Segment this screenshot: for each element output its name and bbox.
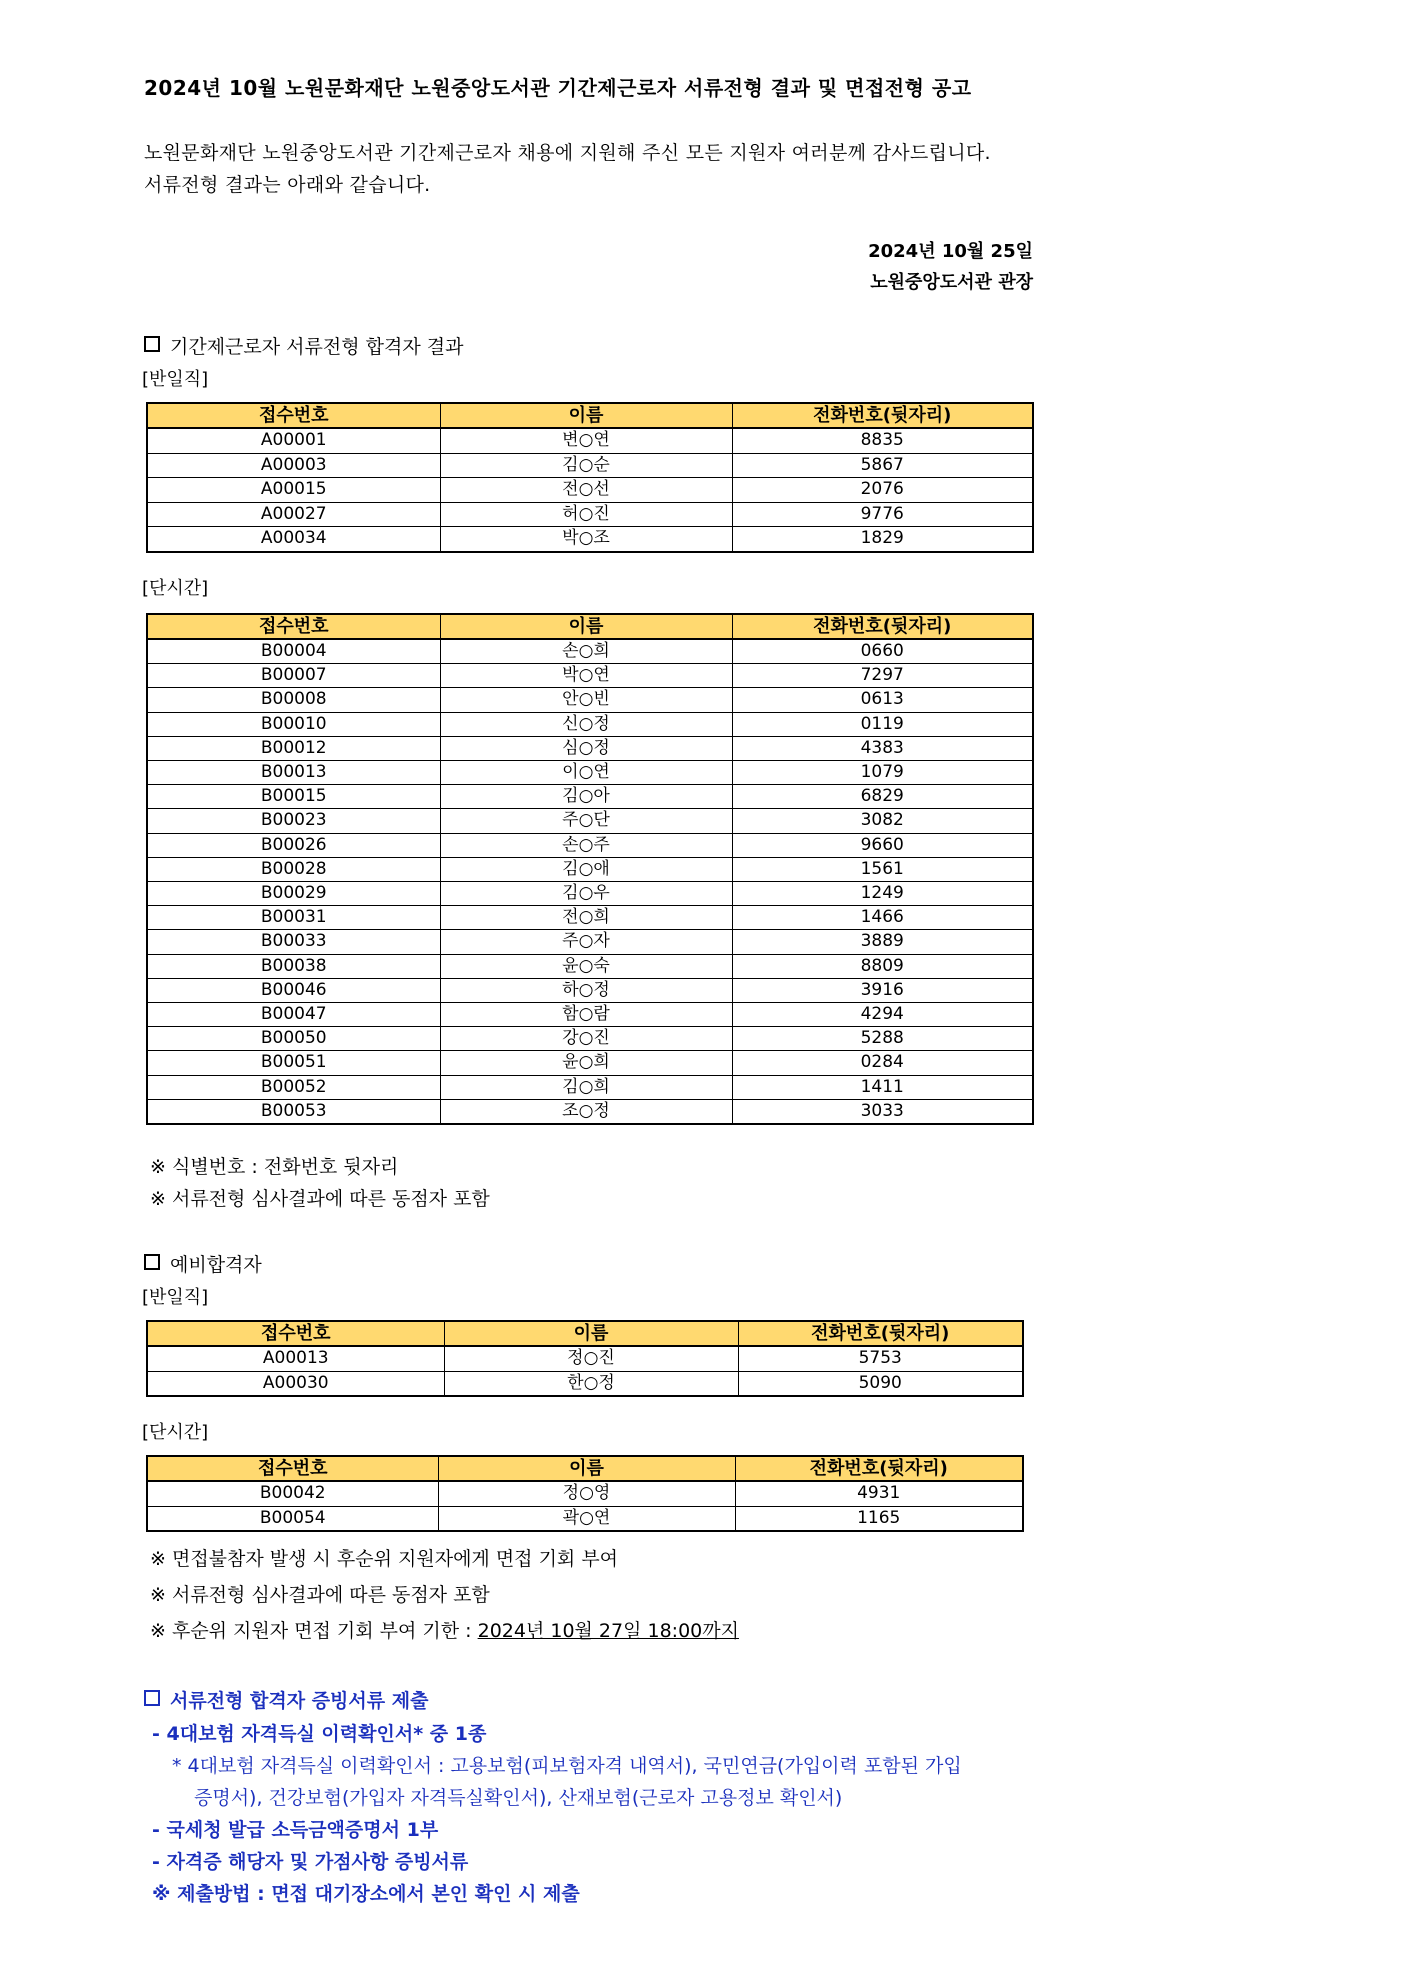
name-cell: 함○람: [440, 1003, 732, 1027]
name-cell: 심○정: [440, 736, 732, 760]
docs-item-2: - 국세청 발급 소득금액증명서 1부: [152, 1819, 439, 1841]
reserve-fulltime-label: [반일직]: [142, 1287, 209, 1308]
phone-suffix-cell: 5090: [738, 1371, 1023, 1396]
table-row: [147, 664, 1033, 688]
name-cell: 조○정: [440, 1099, 732, 1124]
name-cell: 손○주: [440, 833, 732, 857]
name-cell: 안○빈: [440, 688, 732, 712]
announcement-date: 2024년 10월 25일: [868, 241, 1033, 262]
pass-fulltime-label: [반일직]: [142, 369, 209, 390]
receipt-number-cell: B00054: [147, 1506, 438, 1531]
phone-suffix-cell: 1249: [732, 882, 1033, 906]
table-row: [147, 453, 1033, 478]
name-cell: 하○정: [440, 978, 732, 1002]
phone-suffix-cell: 4931: [735, 1481, 1023, 1506]
receipt-number-cell: B00053: [147, 1099, 440, 1124]
receipt-number-cell: B00023: [147, 809, 440, 833]
docs-item-1: - 4대보험 자격득실 이력확인서* 중 1종: [152, 1723, 487, 1745]
column-header: 전화번호(뒷자리): [732, 403, 1033, 428]
receipt-number-cell: A00027: [147, 502, 440, 527]
reserve-parttime-table: [146, 1455, 1024, 1532]
table-row: [147, 736, 1033, 760]
table-row: [147, 1346, 1023, 1371]
phone-suffix-cell: 1561: [732, 857, 1033, 881]
table-row: [147, 882, 1033, 906]
docs-section-heading: 서류전형 합격자 증빙서류 제출: [144, 1686, 428, 1713]
name-cell: 김○애: [440, 857, 732, 881]
reserve-parttime-label: [단시간]: [142, 1422, 209, 1443]
pass-fulltime-table: [146, 402, 1034, 553]
phone-suffix-cell: 5753: [738, 1346, 1023, 1371]
table-row: [147, 527, 1033, 552]
phone-suffix-cell: 0119: [732, 712, 1033, 736]
pass-parttime-label: [단시간]: [142, 578, 209, 599]
receipt-number-cell: A00013: [147, 1346, 444, 1371]
receipt-number-cell: B00004: [147, 639, 440, 664]
receipt-number-cell: B00028: [147, 857, 440, 881]
table-row: [147, 930, 1033, 954]
table-row: [147, 1027, 1033, 1051]
table-row: [147, 1051, 1033, 1075]
receipt-number-cell: B00042: [147, 1481, 438, 1506]
table-row: [147, 809, 1033, 833]
receipt-number-cell: A00034: [147, 527, 440, 552]
receipt-number-cell: B00010: [147, 712, 440, 736]
table-row: [147, 688, 1033, 712]
receipt-number-cell: B00033: [147, 930, 440, 954]
docs-item-1-detail-1: * 4대보험 자격득실 이력확인서 : 고용보험(피보험자격 내역서), 국민연금(가입이력 포함된 가입: [172, 1755, 962, 1777]
table-row: [147, 428, 1033, 453]
phone-suffix-cell: 3033: [732, 1099, 1033, 1124]
receipt-number-cell: B00031: [147, 906, 440, 930]
receipt-number-cell: A00001: [147, 428, 440, 453]
column-header: 이름: [444, 1321, 738, 1346]
column-header: 이름: [440, 403, 732, 428]
issuer: 노원중앙도서관 관장: [870, 272, 1033, 293]
table-row: [147, 639, 1033, 664]
receipt-number-cell: B00046: [147, 978, 440, 1002]
phone-suffix-cell: 4383: [732, 736, 1033, 760]
name-cell: 전○희: [440, 906, 732, 930]
table-row: [147, 833, 1033, 857]
phone-suffix-cell: 8835: [732, 428, 1033, 453]
name-cell: 이○연: [440, 761, 732, 785]
receipt-number-cell: A00015: [147, 478, 440, 503]
name-cell: 윤○숙: [440, 954, 732, 978]
table-row: [147, 978, 1033, 1002]
column-header: 전화번호(뒷자리): [732, 614, 1033, 639]
table-row: [147, 478, 1033, 503]
receipt-number-cell: B00047: [147, 1003, 440, 1027]
name-cell: 김○순: [440, 453, 732, 478]
name-cell: 정○진: [444, 1346, 738, 1371]
reserve-section-heading: 예비합격자: [144, 1250, 262, 1277]
column-header: 접수번호: [147, 1321, 444, 1346]
name-cell: 정○영: [438, 1481, 735, 1506]
docs-item-1-detail-2: 증명서), 건강보험(가입자 자격득실확인서), 산재보험(근로자 고용정보 확인서): [194, 1787, 843, 1809]
pass-note-2: ※ 서류전형 심사결과에 따른 동점자 포함: [150, 1188, 490, 1210]
name-cell: 허○진: [440, 502, 732, 527]
receipt-number-cell: A00030: [147, 1371, 444, 1396]
table-row: [147, 1003, 1033, 1027]
table-row: [147, 1371, 1023, 1396]
phone-suffix-cell: 5288: [732, 1027, 1033, 1051]
table-row: [147, 906, 1033, 930]
receipt-number-cell: A00003: [147, 453, 440, 478]
table-row: [147, 954, 1033, 978]
column-header: 접수번호: [147, 403, 440, 428]
receipt-number-cell: B00013: [147, 761, 440, 785]
receipt-number-cell: B00008: [147, 688, 440, 712]
phone-suffix-cell: 2076: [732, 478, 1033, 503]
table-row: [147, 785, 1033, 809]
phone-suffix-cell: 6829: [732, 785, 1033, 809]
name-cell: 박○조: [440, 527, 732, 552]
reserve-note-1: ※ 면접불참자 발생 시 후순위 지원자에게 면접 기회 부여: [150, 1548, 619, 1570]
column-header: 접수번호: [147, 1456, 438, 1481]
name-cell: 김○희: [440, 1075, 732, 1099]
phone-suffix-cell: 3889: [732, 930, 1033, 954]
receipt-number-cell: B00012: [147, 736, 440, 760]
pass-note-1: ※ 식별번호 : 전화번호 뒷자리: [150, 1156, 399, 1178]
phone-suffix-cell: 0284: [732, 1051, 1033, 1075]
name-cell: 김○아: [440, 785, 732, 809]
phone-suffix-cell: 3916: [732, 978, 1033, 1002]
name-cell: 주○단: [440, 809, 732, 833]
phone-suffix-cell: 9660: [732, 833, 1033, 857]
phone-suffix-cell: 0660: [732, 639, 1033, 664]
receipt-number-cell: B00029: [147, 882, 440, 906]
column-header: 이름: [440, 614, 732, 639]
column-header: 접수번호: [147, 614, 440, 639]
checkbox-square-icon: [144, 1254, 160, 1270]
name-cell: 전○선: [440, 478, 732, 503]
intro-line-1: 노원문화재단 노원중앙도서관 기간제근로자 채용에 지원해 주신 모든 지원자 여러분께 감사드립니다.: [144, 142, 991, 164]
phone-suffix-cell: 5867: [732, 453, 1033, 478]
pass-section-heading: 기간제근로자 서류전형 합격자 결과: [144, 332, 463, 359]
name-cell: 변○연: [440, 428, 732, 453]
phone-suffix-cell: 1165: [735, 1506, 1023, 1531]
receipt-number-cell: B00015: [147, 785, 440, 809]
phone-suffix-cell: 7297: [732, 664, 1033, 688]
column-header: 이름: [438, 1456, 735, 1481]
column-header: 전화번호(뒷자리): [738, 1321, 1023, 1346]
phone-suffix-cell: 8809: [732, 954, 1033, 978]
table-row: [147, 1506, 1023, 1531]
pass-parttime-table: [146, 613, 1034, 1125]
phone-suffix-cell: 0613: [732, 688, 1033, 712]
phone-suffix-cell: 4294: [732, 1003, 1033, 1027]
table-row: [147, 712, 1033, 736]
table-row: [147, 857, 1033, 881]
reserve-note-2: ※ 서류전형 심사결과에 따른 동점자 포함: [150, 1584, 490, 1606]
receipt-number-cell: B00052: [147, 1075, 440, 1099]
docs-submit-method: ※ 제출방법 : 면접 대기장소에서 본인 확인 시 제출: [152, 1883, 580, 1905]
page-title: 2024년 10월 노원문화재단 노원중앙도서관 기간제근로자 서류전형 결과 및 면접전형 공고: [144, 76, 972, 100]
name-cell: 김○우: [440, 882, 732, 906]
name-cell: 강○진: [440, 1027, 732, 1051]
phone-suffix-cell: 1079: [732, 761, 1033, 785]
name-cell: 윤○희: [440, 1051, 732, 1075]
reserve-note-3: ※ 후순위 지원자 면접 기회 부여 기한 : 2024년 10월 27일 18:00까지: [150, 1620, 739, 1642]
table-row: [147, 1481, 1023, 1506]
deadline: 2024년 10월 27일 18:00까지: [477, 1620, 739, 1642]
name-cell: 곽○연: [438, 1506, 735, 1531]
phone-suffix-cell: 3082: [732, 809, 1033, 833]
phone-suffix-cell: 1466: [732, 906, 1033, 930]
receipt-number-cell: B00038: [147, 954, 440, 978]
table-row: [147, 1099, 1033, 1124]
name-cell: 한○정: [444, 1371, 738, 1396]
name-cell: 손○희: [440, 639, 732, 664]
table-row: [147, 1075, 1033, 1099]
column-header: 전화번호(뒷자리): [735, 1456, 1023, 1481]
docs-item-3: - 자격증 해당자 및 가점사항 증빙서류: [152, 1851, 469, 1873]
table-row: [147, 761, 1033, 785]
phone-suffix-cell: 9776: [732, 502, 1033, 527]
receipt-number-cell: B00026: [147, 833, 440, 857]
phone-suffix-cell: 1829: [732, 527, 1033, 552]
name-cell: 박○연: [440, 664, 732, 688]
receipt-number-cell: B00007: [147, 664, 440, 688]
receipt-number-cell: B00050: [147, 1027, 440, 1051]
checkbox-square-icon: [144, 1690, 160, 1706]
receipt-number-cell: B00051: [147, 1051, 440, 1075]
checkbox-square-icon: [144, 336, 160, 352]
intro-line-2: 서류전형 결과는 아래와 같습니다.: [144, 174, 431, 196]
name-cell: 주○자: [440, 930, 732, 954]
table-row: [147, 502, 1033, 527]
name-cell: 신○정: [440, 712, 732, 736]
phone-suffix-cell: 1411: [732, 1075, 1033, 1099]
reserve-fulltime-table: [146, 1320, 1024, 1397]
